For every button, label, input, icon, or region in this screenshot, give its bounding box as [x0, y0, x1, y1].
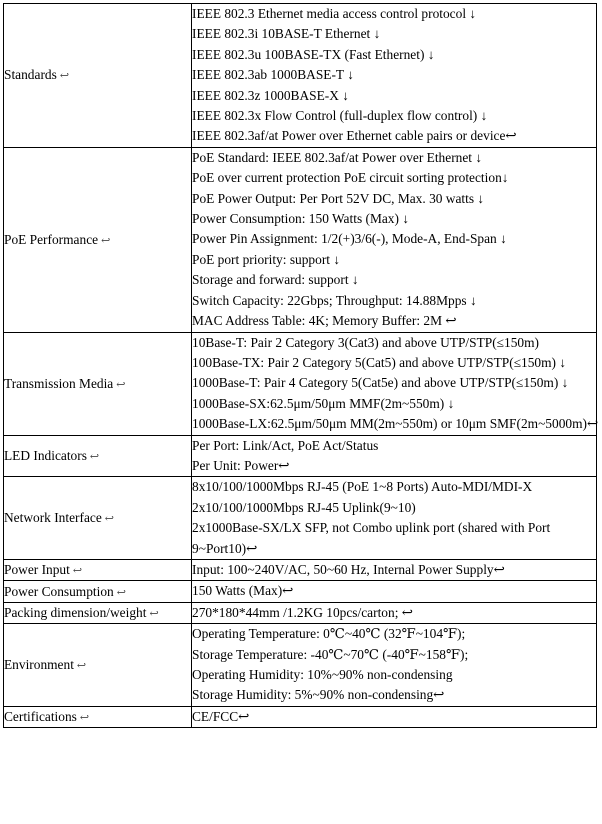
spec-value-line: IEEE 802.3ab 1000BASE-T ↓ [192, 67, 354, 83]
spec-label: Power Consumption [4, 583, 114, 599]
spec-table [3, 3, 597, 728]
spec-label-cell [4, 581, 192, 602]
spec-value-cell [192, 435, 597, 477]
spec-label: Environment [4, 657, 74, 672]
spec-value-line: Power Pin Assignment: 1/2(+)3/6(-), Mode-A, End-Span ↓ [192, 231, 507, 247]
paragraph-mark-icon: ↩ [116, 586, 126, 599]
paragraph-mark-icon: ↩ [72, 565, 83, 578]
spec-value-cell [192, 477, 597, 560]
spec-value-line: PoE Standard: IEEE 802.3af/at Power over Ethernet ↓ [192, 149, 483, 165]
spec-label-cell [4, 332, 192, 435]
spec-value-line: 270*180*44mm /1.2KG 10pcs/carton; ↩ [192, 604, 413, 620]
spec-value-line: IEEE 802.3 Ethernet media access control protocol ↓ [192, 6, 477, 21]
spec-label-cell [4, 147, 192, 332]
spec-row-standards [4, 4, 597, 148]
paragraph-mark-icon: ↩ [104, 513, 114, 526]
spec-row-packing-dimension-weight [4, 602, 597, 623]
spec-value-line: Storage Temperature: -40℃~70℃ (-40℉~158℉); [192, 646, 469, 662]
spec-value-line: 1000Base-LX:62.5μm/50μm MM(2m~550m) or 10μm SMF(2m~5000m)↩ [192, 416, 599, 432]
spec-value-line: Operating Temperature: 0℃~40℃ (32℉~104℉); [192, 626, 466, 642]
spec-value-cell [192, 581, 597, 602]
paragraph-mark-icon: ↩ [79, 712, 90, 725]
spec-value-cell [192, 706, 597, 727]
spec-value-cell [192, 332, 597, 435]
paragraph-mark-icon: ↩ [149, 607, 159, 620]
spec-label: LED Indicators [4, 447, 87, 463]
spec-value-line: 8x10/100/1000Mbps RJ-45 (PoE 1~8 Ports) Auto-MDI/MDI-X [192, 479, 533, 495]
spec-row-led-indicators [4, 435, 597, 477]
spec-label: Certifications [4, 709, 77, 725]
spec-label: Power Input [4, 562, 70, 578]
spec-value-line: IEEE 802.3af/at Power over Ethernet cable pairs or device↩ [192, 128, 517, 144]
spec-value-line: PoE port priority: support ↓ [192, 251, 341, 267]
spec-value-line: Per Unit: Power↩ [192, 457, 290, 473]
spec-label: PoE Performance [4, 231, 99, 247]
spec-value-line: IEEE 802.3i 10BASE-T Ethernet ↓ [192, 26, 381, 42]
spec-value-line: Storage and forward: support ↓ [192, 272, 359, 288]
spec-value-line: IEEE 802.3x Flow Control (full-duplex flow control) ↓ [192, 108, 488, 124]
spec-value-cell [192, 624, 597, 707]
spec-row-power-consumption [4, 581, 597, 602]
spec-label: Standards [4, 67, 57, 83]
spec-row-environment [4, 624, 597, 707]
spec-label-cell [4, 624, 192, 707]
paragraph-mark-icon: ↩ [59, 70, 70, 83]
spec-label: Transmission Media [4, 375, 114, 391]
spec-value-cell [192, 147, 597, 332]
spec-value-line: Power Consumption: 150 Watts (Max) ↓ [192, 211, 410, 227]
spec-value-line: 2x1000Base-SX/LX SFP, not Combo uplink port (shared with Port 9~Port10)↩ [192, 520, 551, 556]
spec-value-line: 100Base-TX: Pair 2 Category 5(Cat5) and above UTP/STP(≤150m) ↓ [192, 354, 567, 370]
spec-value-cell [192, 602, 597, 623]
spec-value-line: IEEE 802.3z 1000BASE-X ↓ [192, 87, 349, 103]
spec-value-line: Switch Capacity: 22Gbps; Throughput: 14.88Mpps ↓ [192, 292, 477, 308]
spec-value-line: 2x10/100/1000Mbps RJ-45 Uplink(9~10) [192, 499, 416, 515]
spec-label-cell [4, 706, 192, 727]
spec-value-cell [192, 559, 597, 580]
spec-value-line: Operating Humidity: 10%~90% non-condensing [192, 667, 453, 682]
paragraph-mark-icon: ↩ [101, 234, 111, 247]
spec-value-line: 150 Watts (Max)↩ [192, 583, 294, 599]
spec-value-line: CE/FCC↩ [192, 708, 250, 724]
spec-label-cell [4, 602, 192, 623]
spec-value-line: Storage Humidity: 5%~90% non-condensing↩ [192, 687, 445, 703]
spec-value-line: PoE Power Output: Per Port 52V DC, Max. 30 watts ↓ [192, 190, 485, 206]
spec-row-poe-performance [4, 147, 597, 332]
spec-label-cell [4, 435, 192, 477]
spec-value-line: 1000Base-T: Pair 4 Category 5(Cat5e) and above UTP/STP(≤150m) ↓ [192, 375, 569, 391]
spec-label: Packing dimension/weight [4, 604, 147, 620]
spec-value-line: IEEE 802.3u 100BASE-TX (Fast Ethernet) ↓ [192, 46, 435, 62]
spec-row-network-interface [4, 477, 597, 560]
spec-table-body [4, 4, 597, 728]
paragraph-mark-icon: ↩ [76, 660, 87, 672]
spec-label-cell [4, 477, 192, 560]
spec-value-line: 1000Base-SX:62.5μm/50μm MMF(2m~550m) ↓ [192, 395, 455, 411]
spec-label: Network Interface [4, 510, 102, 526]
spec-row-transmission-media [4, 332, 597, 435]
spec-value-line: PoE over current protection PoE circuit sorting protection↓ [192, 170, 509, 186]
spec-label-cell [4, 4, 192, 148]
spec-value-line: Per Port: Link/Act, PoE Act/Status [192, 437, 379, 453]
spec-value-line: MAC Address Table: 4K; Memory Buffer: 2M ↩ [192, 313, 457, 329]
spec-row-certifications [4, 706, 597, 727]
spec-row-power-input [4, 559, 597, 580]
paragraph-mark-icon: ↩ [116, 378, 126, 391]
spec-value-line: 10Base-T: Pair 2 Category 3(Cat3) and above UTP/STP(≤150m) [192, 334, 539, 350]
spec-value-cell [192, 4, 597, 148]
spec-value-line: Input: 100~240V/AC, 50~60 Hz, Internal Power Supply↩ [192, 561, 505, 577]
paragraph-mark-icon: ↩ [89, 450, 100, 463]
spec-label-cell [4, 559, 192, 580]
